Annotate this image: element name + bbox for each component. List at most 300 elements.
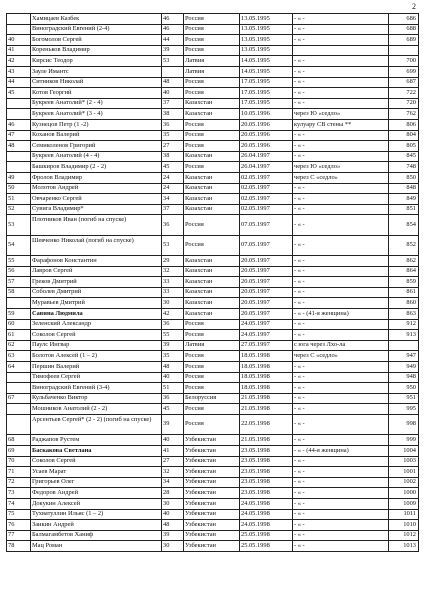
row-number — [7, 383, 31, 394]
route-note: - « - — [293, 235, 389, 255]
table-row — [7, 77, 419, 88]
route-note: через Ю «седло» — [293, 162, 389, 173]
route-note: - « - — [293, 77, 389, 88]
route-note — [293, 45, 389, 56]
table-row — [7, 14, 419, 25]
route-note: - « - — [293, 130, 389, 141]
record-id: 995 — [389, 404, 419, 415]
table-row — [7, 194, 419, 205]
ascent-date: 18.05.1998 — [240, 372, 293, 383]
ascent-date: 25.05.1998 — [240, 541, 293, 552]
table-row — [7, 204, 419, 215]
table-row — [7, 298, 419, 309]
row-number: 46 — [7, 119, 31, 130]
record-id: 687 — [389, 77, 419, 88]
climber-name: Муравьев Дмитрий — [31, 298, 162, 309]
climber-country: Казахстан — [184, 266, 240, 277]
row-number: 41 — [7, 45, 31, 56]
climber-age: 37 — [162, 204, 184, 215]
table-row — [7, 183, 419, 194]
row-number: 40 — [7, 35, 31, 46]
climber-country: Казахстан — [184, 172, 240, 183]
row-number: 63 — [7, 351, 31, 362]
row-number — [7, 109, 31, 120]
climber-age: 40 — [162, 435, 184, 446]
climber-age: 39 — [162, 45, 184, 56]
climber-age: 27 — [162, 141, 184, 152]
route-note: - « - — [293, 435, 389, 446]
climber-country: Узбекистан — [184, 467, 240, 478]
row-number: 72 — [7, 477, 31, 488]
climber-name: Хамицаев Казбек — [31, 14, 162, 25]
row-number — [7, 98, 31, 109]
climber-age: 46 — [162, 24, 184, 35]
route-note: через С «седло» — [293, 172, 389, 183]
table-row — [7, 520, 419, 531]
table-row — [7, 467, 419, 478]
climber-age — [162, 66, 184, 77]
ascent-date: 14.05.1995 — [240, 56, 293, 67]
record-id: 998 — [389, 414, 419, 434]
climber-name: Мошников Анатолий (2 - 2) — [31, 404, 162, 415]
climber-name: Болотов Алексей (1 – 2) — [31, 351, 162, 362]
row-number: 56 — [7, 266, 31, 277]
climber-age: 32 — [162, 467, 184, 478]
climber-age: 39 — [162, 530, 184, 541]
climber-age: 29 — [162, 256, 184, 267]
climber-age: 41 — [162, 445, 184, 456]
climber-name: Соколов Сергей — [31, 330, 162, 341]
ascent-date: 02.05.1997 — [240, 183, 293, 194]
climber-age: 33 — [162, 277, 184, 288]
record-id: 1009 — [389, 498, 419, 509]
climber-country: Россия — [184, 130, 240, 141]
climber-name: Першин Валерий — [31, 362, 162, 373]
climber-name: Кульбаченко Виктор — [31, 393, 162, 404]
climber-name: Виноградский Евгений (3-4) — [31, 383, 162, 394]
ascent-date: 20.05.1996 — [240, 119, 293, 130]
table-row — [7, 330, 419, 341]
climber-name: Заикин Андрей — [31, 520, 162, 531]
record-id: 864 — [389, 266, 419, 277]
climber-age: 27 — [162, 456, 184, 467]
ascent-date: 23.05.1998 — [240, 477, 293, 488]
climber-country: Россия — [184, 372, 240, 383]
climber-age: 46 — [162, 14, 184, 25]
climber-age: 39 — [162, 414, 184, 434]
record-id: 1002 — [389, 477, 419, 488]
table-row — [7, 530, 419, 541]
route-note: - « - — [293, 66, 389, 77]
table-row — [7, 256, 419, 267]
ascent-list-body — [7, 14, 419, 552]
row-number: 71 — [7, 467, 31, 478]
route-note: - « - — [293, 256, 389, 267]
climber-country: Россия — [184, 77, 240, 88]
route-note: с юга через Лхо-ла — [293, 340, 389, 351]
climber-age: 48 — [162, 362, 184, 373]
table-row — [7, 445, 419, 456]
record-id: 950 — [389, 383, 419, 394]
climber-country: Казахстан — [184, 277, 240, 288]
climber-country: Казахстан — [184, 194, 240, 205]
route-note: - « - — [293, 372, 389, 383]
record-id: 1003 — [389, 456, 419, 467]
climber-age: 36 — [162, 393, 184, 404]
ascent-date: 23.05.1998 — [240, 456, 293, 467]
ascent-date: 13.05.1995 — [240, 24, 293, 35]
table-row — [7, 477, 419, 488]
ascent-date: 20.05.1997 — [240, 309, 293, 320]
record-id: 848 — [389, 183, 419, 194]
climber-age: 28 — [162, 488, 184, 499]
table-row — [7, 393, 419, 404]
climber-age: 24 — [162, 172, 184, 183]
climber-country: Латвия — [184, 56, 240, 67]
climber-age: 38 — [162, 109, 184, 120]
ascent-date: 17.05.1995 — [240, 98, 293, 109]
route-note: - « - — [293, 151, 389, 162]
row-number: 73 — [7, 488, 31, 499]
route-note: - « - — [293, 14, 389, 25]
climber-age: 36 — [162, 319, 184, 330]
ascent-date: 10.05.1996 — [240, 109, 293, 120]
climber-name: Греков Дмитрий — [31, 277, 162, 288]
route-note: - « - — [293, 530, 389, 541]
table-row — [7, 509, 419, 520]
row-number: 43 — [7, 66, 31, 77]
climber-country: Россия — [184, 119, 240, 130]
route-note: - « - — [293, 24, 389, 35]
ascent-date: 20.05.1996 — [240, 130, 293, 141]
record-id: 860 — [389, 298, 419, 309]
ascent-date: 26.04.1997 — [240, 151, 293, 162]
table-row — [7, 88, 419, 99]
route-note: - « - — [293, 204, 389, 215]
route-note: - « - — [293, 194, 389, 205]
row-number: 57 — [7, 277, 31, 288]
row-number: 51 — [7, 194, 31, 205]
climber-age: 53 — [162, 235, 184, 255]
table-row — [7, 456, 419, 467]
climber-name: Усаев Марат — [31, 467, 162, 478]
table-row — [7, 172, 419, 183]
route-note: - « - — [293, 477, 389, 488]
climber-country: Казахстан — [184, 287, 240, 298]
table-row — [7, 162, 419, 173]
row-number: 60 — [7, 319, 31, 330]
climber-country: Казахстан — [184, 256, 240, 267]
row-number: 77 — [7, 530, 31, 541]
climber-name: Ситников Николай — [31, 77, 162, 88]
row-number — [7, 14, 31, 25]
row-number: 75 — [7, 509, 31, 520]
climber-name: Букреев Анатолий (4 - 4) — [31, 151, 162, 162]
ascent-date: 21.05.1998 — [240, 393, 293, 404]
table-row — [7, 404, 419, 415]
climber-country: Россия — [184, 88, 240, 99]
climber-name: Баскакова Светлана — [31, 445, 162, 456]
table-row — [7, 498, 419, 509]
row-number: 68 — [7, 435, 31, 446]
route-note: кулуару СВ стены ** — [293, 119, 389, 130]
table-row — [7, 98, 419, 109]
route-note: - « - — [293, 266, 389, 277]
climber-name: Башкиров Владимир (2 - 2) — [31, 162, 162, 173]
climber-country: Россия — [184, 35, 240, 46]
climber-country: Узбекистан — [184, 509, 240, 520]
table-row — [7, 266, 419, 277]
climber-country: Латвия — [184, 340, 240, 351]
row-number: 74 — [7, 498, 31, 509]
table-row — [7, 109, 419, 120]
ascent-date: 13.05.1995 — [240, 14, 293, 25]
row-number: 58 — [7, 287, 31, 298]
route-note: - « - — [293, 183, 389, 194]
route-note: - « - — [293, 383, 389, 394]
record-id: 720 — [389, 98, 419, 109]
row-number: 62 — [7, 340, 31, 351]
record-id: 762 — [389, 109, 419, 120]
ascent-date: 18.05.1998 — [240, 351, 293, 362]
climber-country: Узбекистан — [184, 498, 240, 509]
table-row — [7, 351, 419, 362]
climber-country: Россия — [184, 319, 240, 330]
route-note: - « - — [293, 498, 389, 509]
ascent-date: 21.05.1998 — [240, 404, 293, 415]
climber-name: Сувига Владимир* — [31, 204, 162, 215]
record-id: 748 — [389, 162, 419, 173]
table-row — [7, 141, 419, 152]
ascent-date: 20.05.1997 — [240, 287, 293, 298]
climber-age: 45 — [162, 162, 184, 173]
climber-age: 44 — [162, 35, 184, 46]
ascent-date: 24.05.1997 — [240, 330, 293, 341]
climber-name: Кузнецов Петр (1 -2) — [31, 119, 162, 130]
route-note: - « - — [293, 35, 389, 46]
route-note: - « - — [293, 277, 389, 288]
climber-name: Букреев Анатолий* (3 - 4) — [31, 109, 162, 120]
climber-country: Латвия — [184, 66, 240, 77]
row-number — [7, 404, 31, 415]
record-id — [389, 45, 419, 56]
climber-age: 33 — [162, 287, 184, 298]
table-row — [7, 383, 419, 394]
row-number: 45 — [7, 88, 31, 99]
row-number: 47 — [7, 130, 31, 141]
ascent-date: 18.05.1998 — [240, 362, 293, 373]
route-note: - « - (44-я женщина) — [293, 445, 389, 456]
row-number: 55 — [7, 256, 31, 267]
route-note: - « - — [293, 414, 389, 434]
climber-name: Коханов Валерий — [31, 130, 162, 141]
climber-age: 38 — [162, 151, 184, 162]
route-note: - « - — [293, 509, 389, 520]
ascent-date: 25.05.1998 — [240, 530, 293, 541]
ascent-date: 20.05.1997 — [240, 266, 293, 277]
climber-country: Узбекистан — [184, 520, 240, 531]
record-id — [389, 340, 419, 351]
row-number: 48 — [7, 141, 31, 152]
record-id: 1001 — [389, 467, 419, 478]
ascent-date: 13.05.1995 — [240, 45, 293, 56]
climber-country: Россия — [184, 45, 240, 56]
table-row — [7, 362, 419, 373]
table-row — [7, 309, 419, 320]
row-number: 44 — [7, 77, 31, 88]
record-id: 1010 — [389, 520, 419, 531]
climber-age: 42 — [162, 309, 184, 320]
climber-name: Паулс Ингвар — [31, 340, 162, 351]
table-row — [7, 541, 419, 552]
route-note: - « - — [293, 330, 389, 341]
climber-name: Овчаренко Сергей — [31, 194, 162, 205]
record-id: 689 — [389, 35, 419, 46]
table-row — [7, 319, 419, 330]
record-id: 947 — [389, 351, 419, 362]
route-note: - « - (41-я женщина) — [293, 309, 389, 320]
table-row — [7, 24, 419, 35]
row-number: 70 — [7, 456, 31, 467]
record-id: 999 — [389, 435, 419, 446]
climber-age: 40 — [162, 509, 184, 520]
record-id: 722 — [389, 88, 419, 99]
route-note: через С «седло» — [293, 351, 389, 362]
record-id: 854 — [389, 215, 419, 235]
record-id: 688 — [389, 24, 419, 35]
route-note: - « - — [293, 56, 389, 67]
climber-country: Узбекистан — [184, 530, 240, 541]
ascent-date: 24.05.1997 — [240, 319, 293, 330]
record-id: 861 — [389, 287, 419, 298]
climber-name: Тимофеев Сергей — [31, 372, 162, 383]
climber-country: Россия — [184, 215, 240, 235]
ascent-date: 02.05.1997 — [240, 194, 293, 205]
record-id: 852 — [389, 235, 419, 255]
table-row — [7, 287, 419, 298]
climber-name: Котов Георгий — [31, 88, 162, 99]
climber-country: Россия — [184, 414, 240, 434]
record-id: 1000 — [389, 488, 419, 499]
route-note: - « - — [293, 298, 389, 309]
route-note: - « - — [293, 488, 389, 499]
ascent-date: 24.05.1998 — [240, 498, 293, 509]
row-number — [7, 414, 31, 434]
climber-name: Балмагамбетов Ханиф — [31, 530, 162, 541]
table-row — [7, 130, 419, 141]
route-note: - « - — [293, 541, 389, 552]
climber-name: Фарафонов Константин — [31, 256, 162, 267]
table-row — [7, 435, 419, 446]
climber-country: Казахстан — [184, 204, 240, 215]
table-row — [7, 119, 419, 130]
climber-country: Казахстан — [184, 151, 240, 162]
record-id: 806 — [389, 119, 419, 130]
row-number: 52 — [7, 204, 31, 215]
climber-country: Россия — [184, 141, 240, 152]
ascent-date: 27.05.1997 — [240, 340, 293, 351]
table-row — [7, 45, 419, 56]
climber-country: Россия — [184, 330, 240, 341]
climber-age: 30 — [162, 541, 184, 552]
climber-age: 35 — [162, 351, 184, 362]
row-number: 78 — [7, 541, 31, 552]
record-id: 859 — [389, 277, 419, 288]
route-note: - « - — [293, 520, 389, 531]
climber-age: 51 — [162, 383, 184, 394]
table-row — [7, 277, 419, 288]
climber-age: 32 — [162, 266, 184, 277]
climber-age: 34 — [162, 194, 184, 205]
record-id: 863 — [389, 309, 419, 320]
ascent-date: 20.05.1996 — [240, 141, 293, 152]
record-id: 700 — [389, 56, 419, 67]
climber-country: Россия — [184, 351, 240, 362]
ascent-date: 14.05.1995 — [240, 66, 293, 77]
record-id: 845 — [389, 151, 419, 162]
row-number: 76 — [7, 520, 31, 531]
row-number: 54 — [7, 235, 31, 255]
climber-age: 48 — [162, 520, 184, 531]
climber-name: Богомолов Сергей — [31, 35, 162, 46]
climber-country: Узбекистан — [184, 435, 240, 446]
route-note: - « - — [293, 393, 389, 404]
table-row — [7, 488, 419, 499]
record-id: 1011 — [389, 509, 419, 520]
record-id: 851 — [389, 204, 419, 215]
route-note: через Ю «седло» — [293, 109, 389, 120]
row-number: 59 — [7, 309, 31, 320]
row-number: 61 — [7, 330, 31, 341]
climber-country: Узбекистан — [184, 445, 240, 456]
record-id: 805 — [389, 141, 419, 152]
climber-name: Зеленский Александр — [31, 319, 162, 330]
climber-age: 30 — [162, 298, 184, 309]
ascent-date: 22.05.1998 — [240, 414, 293, 434]
ascent-date: 23.05.1998 — [240, 445, 293, 456]
row-number: 50 — [7, 183, 31, 194]
climber-name: Докукин Алексей — [31, 498, 162, 509]
climber-name: Мац Роман — [31, 541, 162, 552]
record-id: 1013 — [389, 541, 419, 552]
row-number: 49 — [7, 172, 31, 183]
ascent-date: 02.05.1997 — [240, 204, 293, 215]
climber-name: Арсентьев Сергей* (2 - 2) (погиб на спуске) — [31, 414, 162, 434]
table-row — [7, 340, 419, 351]
record-id: 804 — [389, 130, 419, 141]
ascent-date: 07.05.1997 — [240, 215, 293, 235]
ascent-date: 13.05.1995 — [240, 35, 293, 46]
climber-country: Россия — [184, 235, 240, 255]
row-number: 42 — [7, 56, 31, 67]
climber-age: 36 — [162, 215, 184, 235]
climber-name: Соколов Сергей — [31, 456, 162, 467]
climber-age: 55 — [162, 330, 184, 341]
route-note: - « - — [293, 404, 389, 415]
climber-age: 37 — [162, 98, 184, 109]
climber-age: 40 — [162, 88, 184, 99]
table-row — [7, 151, 419, 162]
row-number — [7, 24, 31, 35]
table-row — [7, 414, 419, 434]
table-row — [7, 56, 419, 67]
record-id: 862 — [389, 256, 419, 267]
climber-name: Семиколенов Григорий — [31, 141, 162, 152]
climber-name: Шевченко Николай (погиб на спуске) — [31, 235, 162, 255]
record-id: 951 — [389, 393, 419, 404]
ascent-date: 23.05.1998 — [240, 488, 293, 499]
table-row — [7, 215, 419, 235]
